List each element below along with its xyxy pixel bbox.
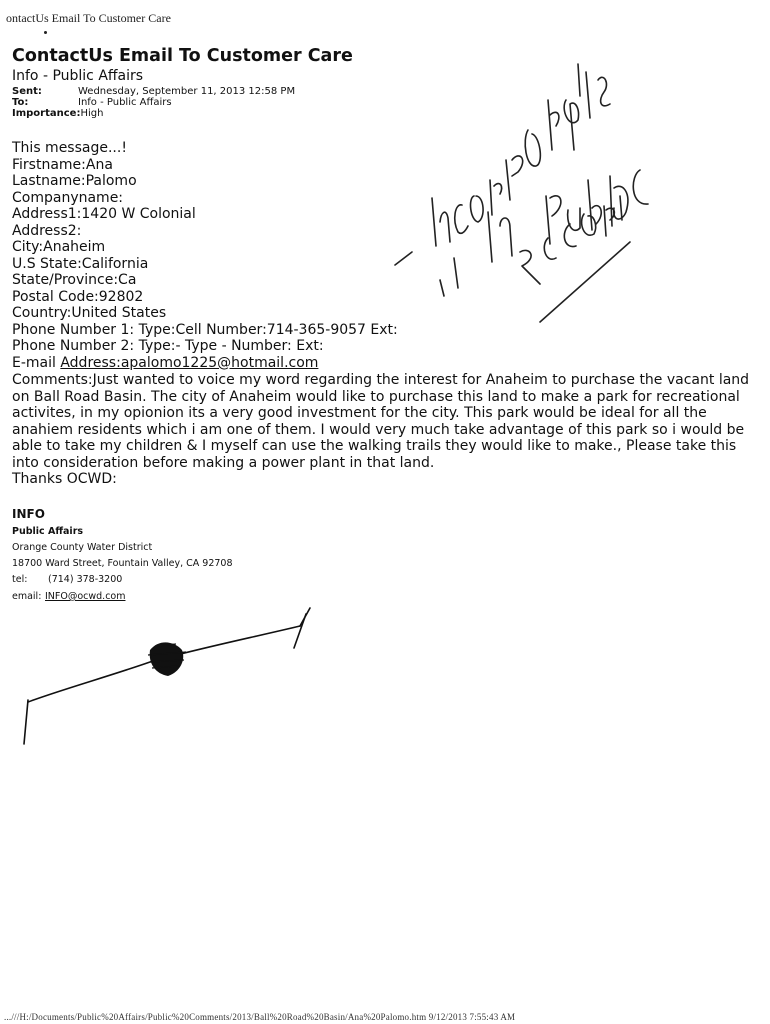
signature-email-link[interactable]: INFO@ocwd.com (45, 591, 126, 602)
sent-label: Sent: (12, 86, 42, 97)
signature-dept: Public Affairs (12, 526, 84, 537)
field-phone2: Phone Number 2: Type:- Type - Number: Ext: (12, 338, 324, 354)
email-subject: ContactUs Email To Customer Care (12, 46, 353, 66)
email-from: Info - Public Affairs (12, 68, 144, 84)
to-label: To: (12, 97, 29, 108)
importance-label: Importance: (12, 108, 81, 119)
importance-value: High (80, 108, 104, 119)
importance (12, 108, 103, 119)
message-body (12, 140, 398, 371)
field-address1: Address1:1420 W Colonial (12, 206, 196, 222)
browser-title: ontactUs Email To Customer Care (6, 11, 171, 25)
signature-email-label: email: (12, 591, 42, 602)
field-lastname: Lastname:Palomo (12, 173, 137, 189)
field-city: City:Anaheim (12, 239, 106, 255)
signature-address: 18700 Ward Street, Fountain Valley, CA 92708 (12, 558, 233, 569)
scan-dot (44, 31, 47, 34)
signature-org: Orange County Water District (12, 542, 153, 553)
body-intro: This message...! (12, 140, 127, 156)
field-postal: Postal Code:92802 (12, 288, 144, 305)
to-value: Info - Public Affairs (78, 97, 172, 108)
footer-url: ...///H:/Documents/Public%20Affairs/Public%20Comments/2013/Ball%20Road%20Basin/Ana%20Palomo.htm 9/12/2013 7:55:43 AM (4, 1012, 516, 1022)
signature-tel: (714) 378-3200 (48, 574, 123, 585)
signature-name: INFO (12, 507, 45, 521)
email-prefix: E-mail (12, 354, 61, 371)
field-phone1: Phone Number 1: Type:Cell Number:714-365-9057 Ext: (12, 321, 398, 338)
comments: Comments:Just wanted to voice my word regarding the interest for Anaheim to purchase the vacant land on Ball Road Basin. The city of Anaheim would like to purchase this land to make a park for recreational activites, in my opionion its a very good investment for the city. This park would be ideal for all the anahiem residents which i am one of them. I would very much take advantage of this park so i would be able to take my children & I myself can use the walking trails they would like to make., Please take this into consideration before making a power plant in that land. (12, 372, 750, 471)
field-email (12, 355, 398, 372)
sent-value: Wednesday, September 11, 2013 12:58 PM (78, 86, 296, 97)
signature-tel-label: tel: (12, 574, 28, 585)
field-address2: Address2: (12, 222, 82, 239)
thanks: Thanks OCWD: (12, 471, 117, 487)
field-firstname: Firstname:Ana (12, 156, 113, 173)
field-country: Country:United States (12, 305, 167, 321)
field-companyname: Companyname: (12, 189, 124, 206)
field-state-province: State/Province:Ca (12, 272, 137, 288)
field-us-state: U.S State:California (12, 255, 149, 272)
email-link[interactable]: Address:apalomo1225@hotmail.com (60, 354, 319, 371)
